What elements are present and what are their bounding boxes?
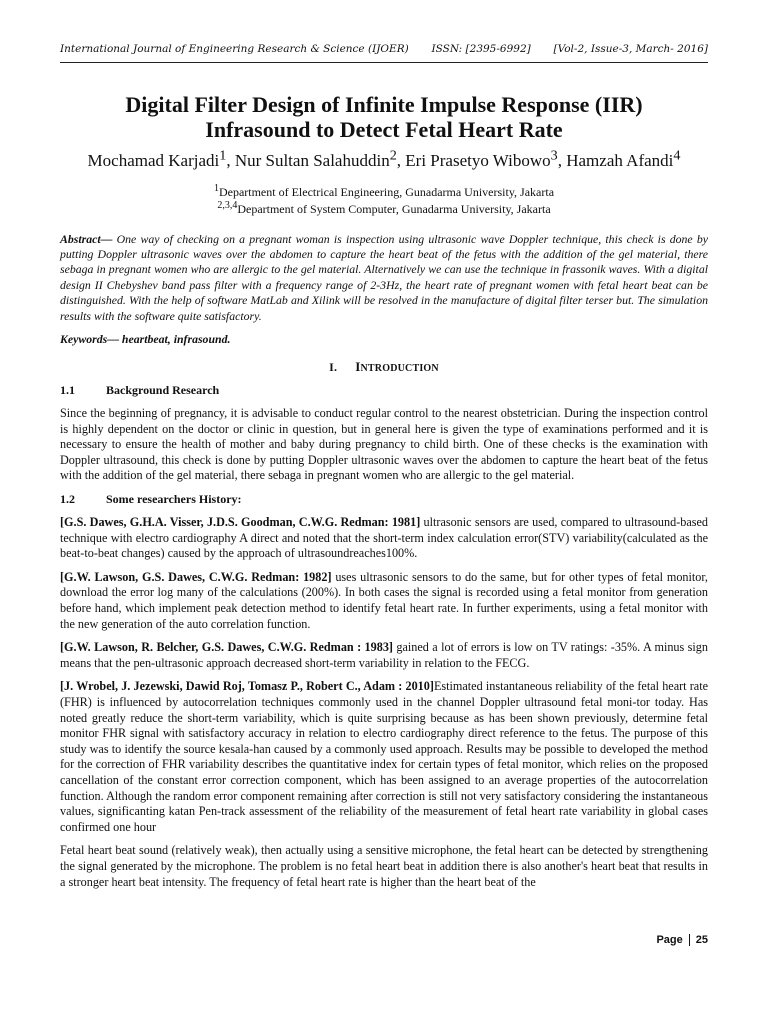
footer-divider xyxy=(689,934,690,946)
article-body xyxy=(60,92,708,890)
reference-paragraph: [G.W. Lawson, R. Belcher, G.S. Dawes, C.W.G. Redman : 1983] gained a lot of errors is low on TV ratings: -35%. A minus sign means that the pen-ultrasonic approach decreased short-term variability in relation to the FECG. xyxy=(60,640,708,670)
page-footer xyxy=(656,934,708,946)
author: Nur Sultan Salahuddin$^2$, xyxy=(234,147,406,170)
reference-citation: [J. Wrobel, J. Jezewski, Dawid Roj, Tomasz P., Robert C., Adam : 2010] xyxy=(60,679,434,694)
reference-paragraph: [G.W. Lawson, G.S. Dawes, C.W.G. Redman: 1982] uses ultrasonic sensors to do the same, but for other types of fetal monitor, download the error log many of the calculations (200%). In both cases the signal is recorded using a fetal monitor from generation before hand, which implement peak detection method to identify fetal heart rate. In further experiments, using a fetal monitor with the new generation of the auto correlation function. xyxy=(60,569,708,631)
affiliations xyxy=(60,182,708,216)
paragraph-background: Since the beginning of pregnancy, it is advisable to conduct regular control to the nearest obstetrician. During the inspection control is highly dependent on the doctor or clinic in question, but in general here is given the type of examinations performed and it is necessary to ensure the health of mother and baby during pregnancy to child birth. One of these checks is the examination with Doppler ultrasound, this check is done by putting Doppler ultrasonic waves over the abdomen to capture the heart beat of the fetus with the addition of the gel material, there sebaga in pregnant women who are allergic to the gel material. xyxy=(60,406,708,483)
paragraph-closing: Fetal heart beat sound (relatively weak), then actually using a sensitive microphone, the fetal heart can be detected by strengthening the signal generated by the microphone. The problem is no fetal heart beat in addition there is also another's heart beat that results in a stronger heart beat intensity. The frequency of fetal heart rate is higher than the heart beat of the xyxy=(60,843,708,889)
page-number: 25 xyxy=(695,934,708,946)
reference-citation: [G.S. Dawes, G.H.A. Visser, J.D.S. Goodman, C.W.G. Redman: 1981] xyxy=(60,515,421,530)
header-rule xyxy=(60,62,708,63)
paper-title xyxy=(60,92,708,142)
issn: ISSN: [2395-6992] xyxy=(431,43,531,55)
reference-citation: [G.W. Lawson, R. Belcher, G.S. Dawes, C.W.G. Redman : 1983] xyxy=(60,640,393,655)
abstract xyxy=(60,232,708,324)
keywords: Keywords— heartbeat, infrasound. xyxy=(60,332,231,347)
author: Mochamad Karjadi$^1$, xyxy=(87,147,235,170)
author-list xyxy=(60,144,708,172)
running-header xyxy=(60,40,708,58)
section-heading-introduction: I. INTRODUCTION xyxy=(329,359,439,375)
reference-citation: [G.W. Lawson, G.S. Dawes, C.W.G. Redman: 1982] xyxy=(60,569,332,584)
subsection-heading-1-1: 1.1 Background Research xyxy=(60,383,220,398)
affiliation: $^{2,3,4}$Department of System Computer, Gunadarma University, Jakarta xyxy=(217,199,551,216)
reference-paragraph: [G.S. Dawes, G.H.A. Visser, J.D.S. Goodman, C.W.G. Redman: 1981] ultrasonic sensors are used, compared to ultrasound-based technique with electro cardiography A direct and noted that the short-term index calculation error(STV) variability(calculated as the beat-to-beat changes) caused by the approach of ultrasoundreaches100%. xyxy=(60,515,708,561)
author: Hamzah Afandi$^4$ xyxy=(566,147,681,170)
affiliation: $^1$Department of Electrical Engineering, Gunadarma University, Jakarta xyxy=(213,182,555,199)
abstract-text: One way of checking on a pregnant woman is inspection using ultrasonic wave Doppler technique, this check is done by putting Doppler ultrasonic waves over the abdomen to capture the heart beat of the fetus with the addition of the gel material, there sebaga in pregnant women who are allergic to the gel material. Alternatively we can use the technique in frassonik waves. With a digital design II Chebyshev band pass filter with a frequency range of 2-3Hz, the heart rate of pregnant women with fetal heart beat can be distinguished. With the help of software MatLab and Xilink will be resolved in the manufacture of digital filter terser but. The simulation results with the software quite satisfactory. xyxy=(60,231,708,323)
author: Eri Prasetyo Wibowo$^3$, xyxy=(405,147,567,170)
page-label: Page xyxy=(656,934,683,946)
abstract-lead: Abstract— xyxy=(60,231,113,246)
reference-paragraph: [J. Wrobel, J. Jezewski, Dawid Roj, Tomasz P., Robert C., Adam : 2010]Estimated instantaneous reliability of the fetal heart rate (FHR) is influenced by autocorrelation techniques commonly used in the channel Doppler ultrasound fetal moni-tor today. Has noted greatly reduce the short-term variability, which is quite surprising because as has been shown previously, determine fetal monitor FHR signal with satisfactory accuracy in relation to electro cardiography direct reference to the fetus. The purpose of this study was to identify the source kesala-han caused by a commonly used approach. Results may be possible to developed the method for the correction of FHR variability describes the quantitative index for certain types of fetal monitor, which relies on the proposed cancellation of the constant error correction component, which has been assigned to an average properties of the autocorrelation function. Although the random error component remaining after correction is still not very satisfactory considering the instantaneous values, significanting katan Pen-track assessment of the reliability of the measurement of fetal heart rate variability in global cases confirmed one hour xyxy=(60,679,708,834)
journal-name: International Journal of Engineering Research & Science (IJOER) xyxy=(60,43,409,55)
subsection-heading-1-2: 1.2 Some researchers History: xyxy=(60,492,242,507)
title-line-1: Digital Filter Design of Infinite Impulse Response (IIR) xyxy=(125,92,643,117)
title-line-2: Infrasound to Detect Fetal Heart Rate xyxy=(205,117,563,142)
volume-info: [Vol-2, Issue-3, March- 2016] xyxy=(553,43,708,55)
